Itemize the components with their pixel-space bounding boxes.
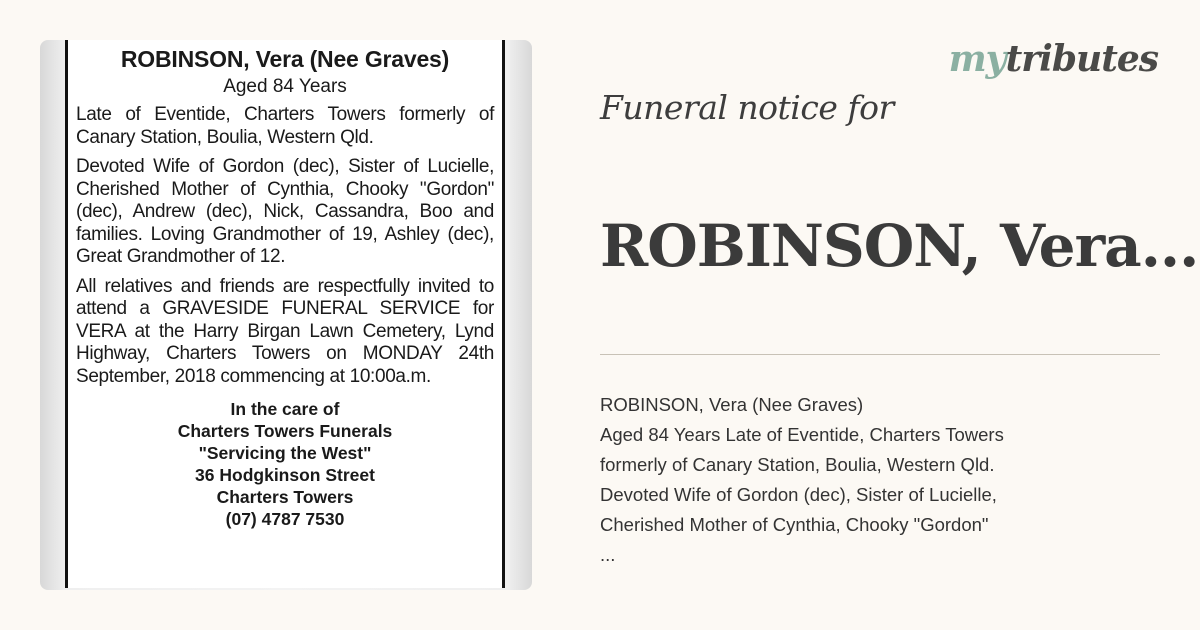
notice-family: Devoted Wife of Gordon (dec), Sister of Lucielle, Cherished Mother of Cynthia, Chooky "Gordon" (dec), Andrew (dec), Nick, Cassandra, Boo and families. Loving Grandmother of 19, Ashley (dec), Great Grandmother of 12. [76,156,494,267]
care-line: 36 Hodgkinson Street [195,465,375,485]
excerpt-line: Aged 84 Years Late of Eventide, Charters Towers [600,424,1004,445]
notice-excerpt [600,390,1160,570]
excerpt-line: formerly of Canary Station, Boulia, Western Qld. [600,454,995,475]
notice-image [40,40,532,590]
excerpt-line: ... [600,544,616,565]
excerpt-line: ROBINSON, Vera (Nee Graves) [600,394,864,415]
deceased-name: ROBINSON, Vera... [600,212,1199,280]
excerpt-line: Cherished Mother of Cynthia, Chooky "Gordon" [600,514,989,535]
mytributes-logo[interactable] [949,38,1158,80]
funeral-notice-clipping [65,40,505,588]
care-line: (07) 4787 7530 [225,509,345,529]
page-subtitle: Funeral notice for [600,88,894,127]
care-line: Charters Towers Funerals [177,421,393,441]
notice-age: Aged 84 Years [223,76,347,97]
notice-residence: Late of Eventide, Charters Towers formerly of Canary Station, Boulia, Western Qld. [76,104,494,148]
notice-funeral-director [76,398,494,530]
logo-tributes: tributes [1005,38,1158,80]
notice-service-details: All relatives and friends are respectfully invited to attend a GRAVESIDE FUNERAL SERVICE for VERA at the Harry Birgan Lawn Cemetery, Lynd Highway, Charters Towers on MONDAY 24th September, 2018 commencing at 10:00a.m. [76,275,494,387]
divider [600,354,1160,355]
care-line: "Servicing the West" [198,443,372,463]
excerpt-line: Devoted Wife of Gordon (dec), Sister of Lucielle, [600,484,997,505]
care-line: In the care of [230,399,340,419]
logo-my: my [948,38,1006,80]
care-line: Charters Towers [216,487,354,507]
notice-title: ROBINSON, Vera (Nee Graves) [120,46,450,72]
